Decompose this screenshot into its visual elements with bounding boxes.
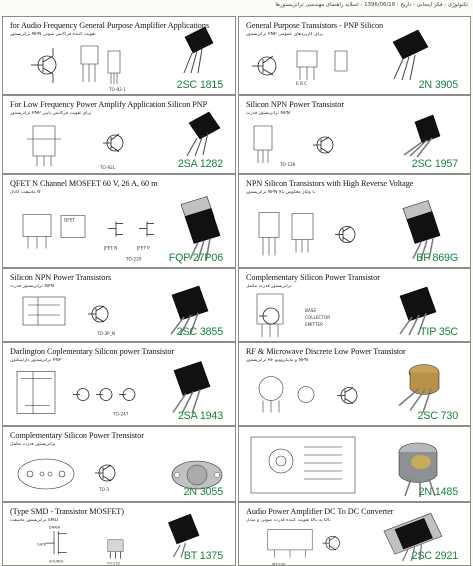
pnp-symbol xyxy=(103,134,123,152)
to220-outline xyxy=(259,213,313,256)
component-card-bf869g xyxy=(238,174,471,268)
component-subtitle: ترانزیستور قدرت مکمل xyxy=(10,442,56,447)
package-label: MT-200 xyxy=(272,562,286,566)
page-header: تکنولوژی - فکر اینجانی - تاریخ : 1396/06/18 - اسلاید راهنمای مهندسی ترانزیستورها xyxy=(275,2,468,8)
component-title: Silicon NPN Power Transistors xyxy=(10,273,112,282)
component-card-2sc1957 xyxy=(238,95,471,174)
smd-package xyxy=(108,540,123,559)
jfet-symbols xyxy=(108,222,154,237)
pin-label-emitter: EMITTER xyxy=(305,322,324,327)
to92-outline xyxy=(81,46,120,84)
component-subtitle: تقویت کننده قدرت صوتی و مبدل DC به DC xyxy=(246,518,331,523)
package-label: TO-92-1 xyxy=(109,87,126,92)
package-drawing xyxy=(27,126,61,166)
to126-package xyxy=(404,115,440,157)
component-card-2sa1943 xyxy=(2,342,236,426)
component-subtitle: ترانزیستور NPN تقویت کننده فرکانس صوتی xyxy=(10,32,96,37)
circuit-diagram xyxy=(23,297,65,325)
drain-label: DRAIN xyxy=(48,525,61,530)
part-number: 2SA 1282 xyxy=(177,158,223,170)
component-title: for Audio Frequency General Purpose Amplifier Applications xyxy=(10,21,210,30)
component-card-2sc2921 xyxy=(238,502,471,566)
jfet-n-label: JFET N xyxy=(104,245,118,251)
component-card-2sc1815 xyxy=(2,16,236,95)
component-subtitle: ترانزیستور دارلینگتون PNP xyxy=(10,358,62,363)
gate-label: GATE xyxy=(36,542,47,547)
to247-package xyxy=(173,362,210,414)
to92-package xyxy=(393,30,428,80)
component-subtitle: ترانزیستور PNP برای کاربردهای عمومی xyxy=(246,32,323,37)
component-title: Darlington Coplementary Silicon power Transistor xyxy=(10,347,175,356)
part-number: 2N 3055 xyxy=(183,486,223,498)
npn-symbol xyxy=(337,388,357,404)
component-title: QFET N Channel MOSFET 60 V, 26 A, 60 m xyxy=(10,179,158,188)
transistor-grid xyxy=(0,16,473,566)
component-subtitle: ترانزیستور PNP برای تقویت فرکانس پایین xyxy=(10,111,92,116)
part-number: 2SC 1957 xyxy=(411,158,458,170)
component-subtitle: ترانزیستور قدرت مکمل xyxy=(246,284,292,289)
bf869g-package xyxy=(403,201,440,260)
part-number: 2SA 1943 xyxy=(177,410,223,422)
package-label: TO-252 xyxy=(106,561,121,566)
to92-package xyxy=(184,27,213,73)
component-subtitle: ماسفت کانال N xyxy=(10,190,41,195)
component-subtitle: ترانزیستور NPN با ولتاژ معکوس بالا xyxy=(246,190,316,195)
package-label: TO-3P_N xyxy=(97,331,115,336)
component-title: Complementary Silicon Power Trensistor xyxy=(10,431,144,440)
part-number: 2SC 1815 xyxy=(176,79,223,91)
part-number: 2N 1485 xyxy=(418,486,458,498)
component-title: Complementary Silicon Power Transistor xyxy=(246,273,380,282)
part-number: 2SC 730 xyxy=(417,410,458,422)
component-subtitle: ترانزیستور RF و مایکروویو NPN xyxy=(246,358,309,363)
npn-symbol xyxy=(88,306,108,322)
part-number: 2SC 3855 xyxy=(176,326,223,338)
component-title: (Type SMD - Transistor MOSFET) xyxy=(10,507,124,516)
pin-label-collector: COLLECTOR xyxy=(305,315,331,320)
component-card-tip35c xyxy=(238,268,471,342)
package-label: TO-247 xyxy=(113,411,129,417)
npn-symbol xyxy=(259,308,279,324)
npn-symbol xyxy=(95,465,115,481)
mt200-outline xyxy=(268,529,312,557)
mosfet-symbol xyxy=(45,531,66,554)
mosfet-drawing xyxy=(23,215,85,249)
to220-package xyxy=(181,197,220,261)
npn-symbol xyxy=(335,227,355,243)
qfet-label: QFET xyxy=(64,217,75,223)
component-title: Audio Power Amplifier DC To DC Converter xyxy=(246,507,394,516)
pinout-label: E B C xyxy=(296,81,308,86)
component-title: NPN Silicon Transistors with High Reverse Voltage xyxy=(246,179,414,188)
component-title: For Low Frequency Power Amplify Application Silicon PNP xyxy=(10,100,208,109)
npn-symbol xyxy=(31,48,56,83)
to126-outline xyxy=(254,126,272,163)
package-label: TO-92L xyxy=(100,165,116,170)
component-title: RF & Microwave Discrete Low Power Transistor xyxy=(246,347,406,356)
component-title: Silicon NPN Power Transistor xyxy=(246,100,345,109)
part-number: BT 1375 xyxy=(183,550,223,562)
metal-can-package xyxy=(399,365,439,413)
npn-symbol xyxy=(313,137,333,153)
component-card-fqp27p06 xyxy=(2,174,236,268)
npn-symbol xyxy=(322,536,339,550)
package-dimensions-drawing xyxy=(251,437,355,493)
pin-label-base: BASE xyxy=(305,308,317,313)
component-subtitle: ترانزیستور قدرت NPN xyxy=(10,284,54,289)
package-label: TO-3 xyxy=(99,487,110,492)
pnp-symbol xyxy=(252,56,276,75)
component-title: General Purpose Transistors - PNP Silicon xyxy=(246,21,384,30)
to3-package xyxy=(172,461,222,489)
part-number: TIP 35C xyxy=(420,326,458,338)
part-number: 2N 3905 xyxy=(418,79,458,91)
component-card-2n1485 xyxy=(238,426,471,502)
part-number: BF 869G xyxy=(416,252,458,264)
package-label: TO-126 xyxy=(280,162,296,167)
to92-drawing xyxy=(297,51,347,80)
component-card-2n3905 xyxy=(238,16,471,95)
component-card-2sa1282 xyxy=(2,95,236,174)
jfet-p-label: JFET P xyxy=(137,245,150,251)
component-card-bt1375 xyxy=(2,502,236,566)
source-label: SOURCE xyxy=(48,559,64,564)
to92l-package xyxy=(187,112,220,156)
darlington-diagram xyxy=(17,372,55,414)
transistor-symbols xyxy=(73,389,135,401)
component-subtitle: ترانزیستور قدرت NPN xyxy=(246,111,290,116)
package-label: TO-220 xyxy=(126,256,142,262)
component-card-2sc730 xyxy=(238,342,471,426)
component-subtitle: ترانزیستور ماسفت SMD xyxy=(10,518,59,523)
to3-drawing xyxy=(18,459,74,489)
component-card-2sc3855 xyxy=(2,268,236,342)
component-card-2n3055 xyxy=(2,426,236,502)
part-number: 2SC 2921 xyxy=(411,550,458,562)
part-number: FQP 27P06 xyxy=(168,252,223,264)
metal-can-drawing xyxy=(259,377,314,413)
